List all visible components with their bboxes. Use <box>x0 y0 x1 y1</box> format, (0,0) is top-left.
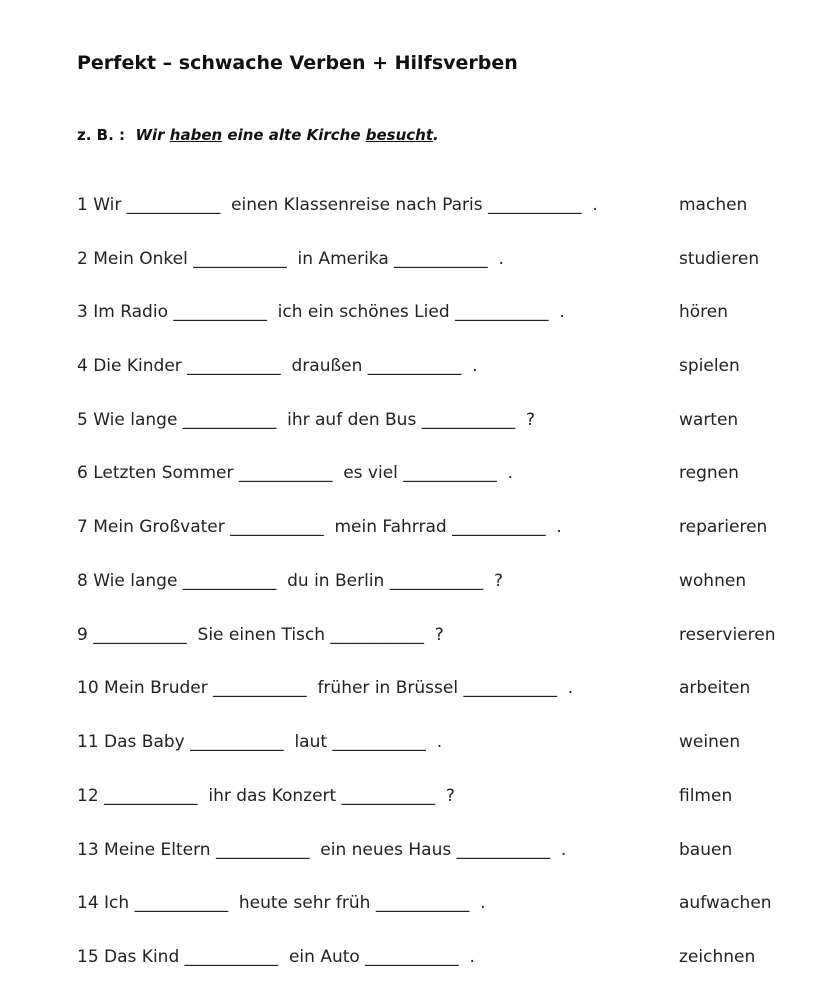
worksheet-title: Perfekt – schwache Verben + Hilfsverben <box>77 52 518 74</box>
exercise-verb: reparieren <box>679 517 768 537</box>
example-participle: besucht <box>365 126 434 144</box>
exercise-verb: regnen <box>679 463 739 483</box>
exercise-row <box>0 732 826 756</box>
exercise-sentence: 8 Wie lange ___________ du in Berlin ___________ ? <box>77 571 504 591</box>
exercise-sentence: 11 Das Baby ___________ laut ___________ . <box>77 732 443 752</box>
exercise-verb: arbeiten <box>679 678 751 698</box>
exercise-verb: bauen <box>679 840 733 860</box>
exercise-row <box>0 410 826 434</box>
exercise-sentence: 3 Im Radio ___________ ich ein schönes Lied ___________ . <box>77 302 565 322</box>
exercise-verb: wohnen <box>679 571 747 591</box>
exercise-sentence: 13 Meine Eltern ___________ ein neues Haus ___________ . <box>77 840 567 860</box>
exercise-row <box>0 463 826 487</box>
exercise-sentence: 9 ___________ Sie einen Tisch ___________ ? <box>77 625 444 645</box>
example-sentence <box>77 126 439 144</box>
exercise-sentence: 12 ___________ ihr das Konzert ___________ ? <box>77 786 455 806</box>
exercise-row <box>0 893 826 917</box>
exercise-sentence: 2 Mein Onkel ___________ in Amerika ___________ . <box>77 249 504 269</box>
exercise-sentence: 4 Die Kinder ___________ draußen ___________ . <box>77 356 478 376</box>
exercise-verb: studieren <box>679 249 760 269</box>
exercise-row <box>0 625 826 649</box>
example-part1: Wir <box>135 126 170 144</box>
exercise-sentence: 14 Ich ___________ heute sehr früh ___________ . <box>77 893 486 913</box>
exercise-verb: warten <box>679 410 739 430</box>
exercise-sentence: 1 Wir ___________ einen Klassenreise nach Paris ___________ . <box>77 195 598 215</box>
exercise-row <box>0 786 826 810</box>
example-part2: eine alte Kirche <box>222 126 366 144</box>
exercise-verb: filmen <box>679 786 733 806</box>
exercise-row <box>0 249 826 273</box>
exercise-sentence: 15 Das Kind ___________ ein Auto ___________ . <box>77 947 475 967</box>
exercise-sentence: 10 Mein Bruder ___________ früher in Brüssel ___________ . <box>77 678 574 698</box>
exercise-row <box>0 571 826 595</box>
exercise-row <box>0 517 826 541</box>
exercise-row <box>0 840 826 864</box>
exercise-verb: aufwachen <box>679 893 772 913</box>
exercise-sentence: 5 Wie lange ___________ ihr auf den Bus ___________ ? <box>77 410 536 430</box>
example-prefix: z. B. : <box>77 126 126 144</box>
example-auxiliary: haben <box>169 126 223 144</box>
exercise-sentence: 6 Letzten Sommer ___________ es viel ___________ . <box>77 463 514 483</box>
exercise-verb: reservieren <box>679 625 776 645</box>
exercise-sentence: 7 Mein Großvater ___________ mein Fahrrad ___________ . <box>77 517 562 537</box>
exercise-row <box>0 195 826 219</box>
exercise-verb: zeichnen <box>679 947 756 967</box>
exercise-verb: spielen <box>679 356 740 376</box>
exercise-verb: machen <box>679 195 748 215</box>
exercise-row <box>0 678 826 702</box>
exercise-row <box>0 302 826 326</box>
example-end: . <box>433 126 439 144</box>
exercise-row <box>0 356 826 380</box>
exercise-row <box>0 947 826 971</box>
exercise-verb: weinen <box>679 732 741 752</box>
exercise-verb: hören <box>679 302 729 322</box>
